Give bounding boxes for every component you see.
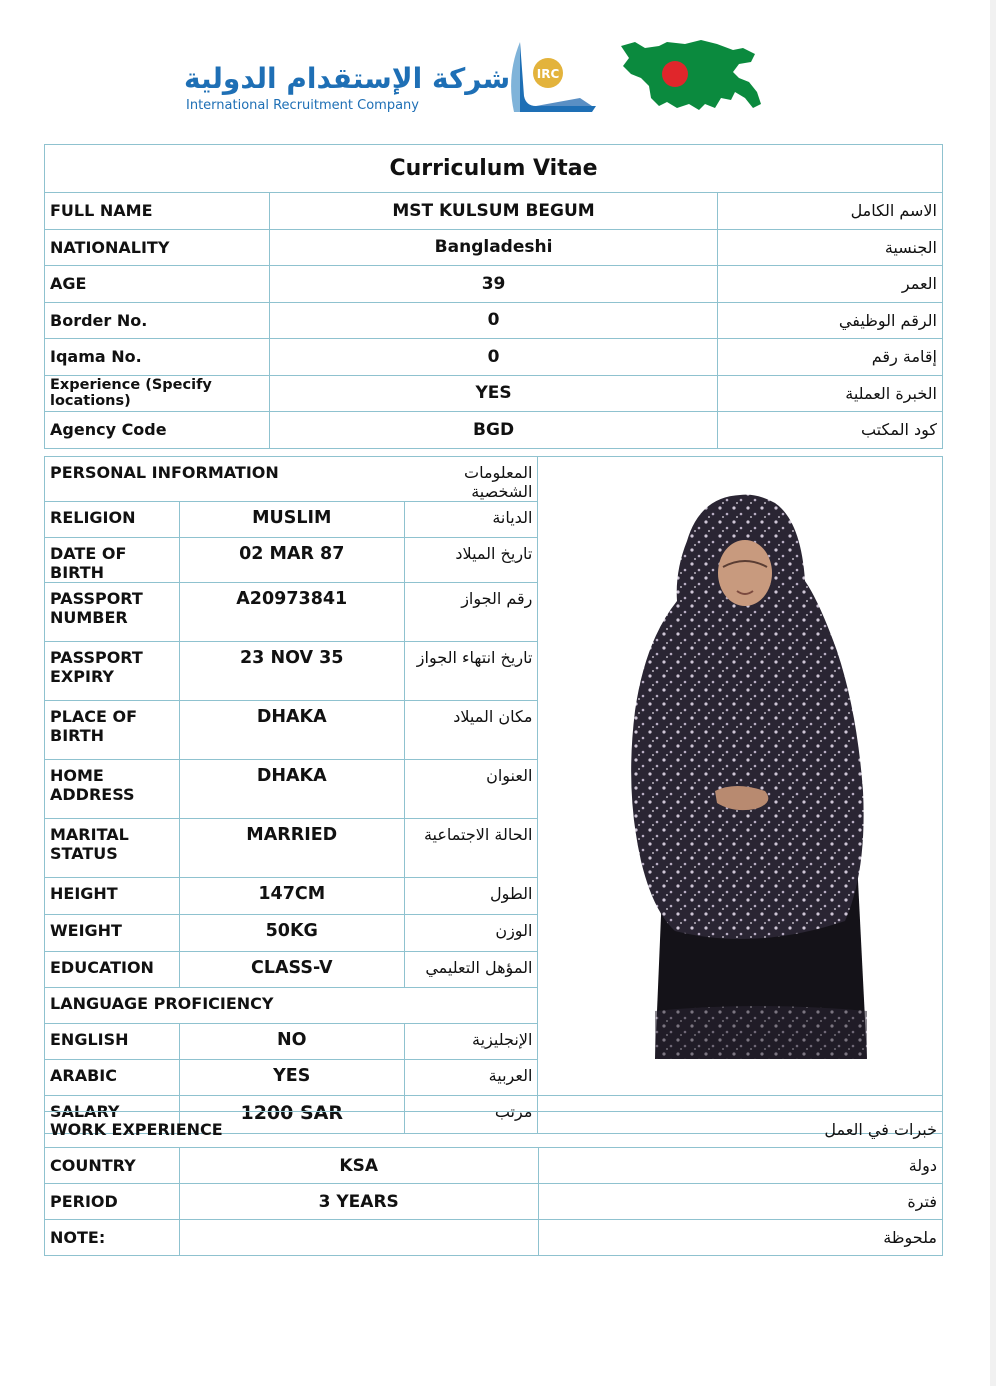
table-row [45, 1220, 943, 1256]
field-label-arabic: الخبرة العملية [718, 375, 943, 412]
section-header: PERSONAL INFORMATION [45, 457, 405, 502]
field-label-arabic: الوزن [404, 915, 538, 952]
field-label-arabic: كود المكتب [718, 412, 943, 449]
person-photo-icon [605, 491, 875, 1061]
field-label: Iqama No. [45, 339, 270, 376]
table-row [45, 412, 943, 449]
field-label-arabic: الديانة [404, 502, 538, 538]
field-label-arabic: الإنجليزية [404, 1024, 538, 1060]
field-value: CLASS-V [179, 952, 404, 988]
table-row [45, 1112, 943, 1148]
work-experience-table [44, 1111, 943, 1256]
field-label-arabic: الاسم الكامل [718, 193, 943, 230]
field-label-arabic: رقم الجواز [404, 583, 538, 642]
field-value: MUSLIM [179, 502, 404, 538]
field-label-arabic: العمر [718, 266, 943, 303]
table-row [45, 339, 943, 376]
table-row [45, 302, 943, 339]
field-label-arabic: ملحوظة [538, 1220, 943, 1256]
field-value: 3 YEARS [179, 1184, 538, 1220]
field-label: PASSPORT EXPIRY [45, 642, 180, 701]
field-label-arabic: تاريخ انتهاء الجواز [404, 642, 538, 701]
table-row [45, 1148, 943, 1184]
field-value: MST KULSUM BEGUM [269, 193, 717, 230]
table-row [45, 457, 943, 502]
field-value: BGD [269, 412, 717, 449]
table-row [45, 229, 943, 266]
photo-cell [538, 457, 943, 1096]
field-label-arabic: الحالة الاجتماعية [404, 819, 538, 878]
field-label: AGE [45, 266, 270, 303]
field-value: KSA [179, 1148, 538, 1184]
field-label: Experience (Specify locations) [45, 375, 270, 412]
page-edge-strip [990, 0, 996, 1386]
salary-value: 1200 SAR [179, 1096, 404, 1134]
field-value: DHAKA [179, 760, 404, 819]
field-value: 23 NOV 35 [179, 642, 404, 701]
field-label: PASSPORT NUMBER [45, 583, 180, 642]
table-row [45, 1184, 943, 1220]
cv-summary-table [44, 144, 943, 449]
field-label: HOME ADDRESS [45, 760, 180, 819]
field-label: WEIGHT [45, 915, 180, 952]
field-value: Bangladeshi [269, 229, 717, 266]
field-label: NOTE: [45, 1220, 180, 1256]
field-value: NO [179, 1024, 404, 1060]
field-label-arabic: مكان الميلاد [404, 701, 538, 760]
table-row [45, 266, 943, 303]
field-value [179, 1220, 538, 1256]
language-section-header: LANGUAGE PROFICIENCY [45, 988, 538, 1024]
section-header: WORK EXPERIENCE [45, 1112, 539, 1148]
field-label-arabic: المؤهل التعليمي [404, 952, 538, 988]
field-value: YES [269, 375, 717, 412]
field-value: MARRIED [179, 819, 404, 878]
field-label: EDUCATION [45, 952, 180, 988]
field-value: 0 [269, 339, 717, 376]
field-label: MARITAL STATUS [45, 819, 180, 878]
field-label: Agency Code [45, 412, 270, 449]
field-label-arabic: مرتب [404, 1096, 538, 1134]
field-value: 02 MAR 87 [179, 538, 404, 583]
field-label: NATIONALITY [45, 229, 270, 266]
field-value: 147CM [179, 878, 404, 915]
page-header [0, 0, 996, 140]
logo-badge-text: IRC [536, 67, 560, 81]
company-logo-icon [476, 36, 596, 118]
field-label: DATE OF BIRTH [45, 538, 180, 583]
field-label-arabic: الجنسية [718, 229, 943, 266]
section-header-arabic: خبرات في العمل [538, 1112, 943, 1148]
field-value: DHAKA [179, 701, 404, 760]
field-label: COUNTRY [45, 1148, 180, 1184]
personal-info-table [44, 456, 943, 1134]
company-name-english: International Recruitment Company [186, 98, 419, 113]
field-label: PERIOD [45, 1184, 180, 1220]
field-label: FULL NAME [45, 193, 270, 230]
field-label-arabic: العنوان [404, 760, 538, 819]
field-label: ENGLISH [45, 1024, 180, 1060]
field-label: Border No. [45, 302, 270, 339]
field-value: 39 [269, 266, 717, 303]
field-value: A20973841 [179, 583, 404, 642]
field-label-arabic: تاريخ الميلاد [404, 538, 538, 583]
field-label: HEIGHT [45, 878, 180, 915]
field-value: YES [179, 1060, 404, 1096]
field-label-arabic: الطول [404, 878, 538, 915]
bangladesh-map-flag-icon [615, 38, 765, 114]
field-label-arabic: فترة [538, 1184, 943, 1220]
field-label-arabic: العربية [404, 1060, 538, 1096]
field-label: PLACE OF BIRTH [45, 701, 180, 760]
field-label: ARABIC [45, 1060, 180, 1096]
table-row [45, 375, 943, 412]
field-label-arabic: إقامة رقم [718, 339, 943, 376]
table-row [45, 193, 943, 230]
field-label: SALARY [45, 1096, 180, 1134]
section-header-arabic: المعلومات الشخصية [404, 457, 538, 502]
company-name-arabic: شركة الإستقدام الدولية [184, 62, 511, 95]
cv-title: Curriculum Vitae [45, 145, 943, 193]
field-label: RELIGION [45, 502, 180, 538]
field-label-arabic: دولة [538, 1148, 943, 1184]
field-label-arabic: الرقم الوظيفي [718, 302, 943, 339]
field-value: 50KG [179, 915, 404, 952]
field-value: 0 [269, 302, 717, 339]
